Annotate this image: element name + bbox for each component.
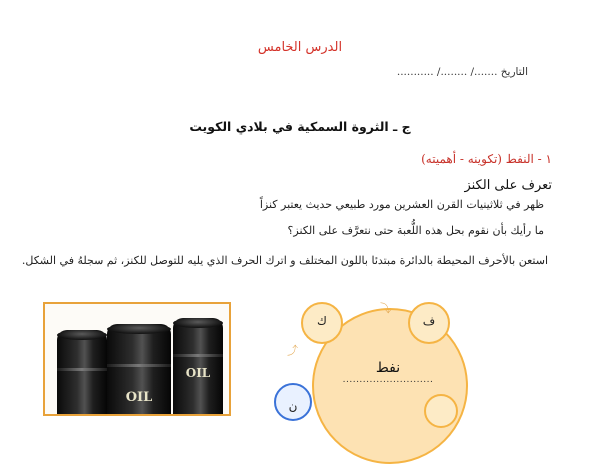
letter: ك bbox=[317, 314, 327, 328]
oil-barrel bbox=[107, 324, 171, 416]
treasure-hint: ظهر في ثلاثينيات القرن العشرين مورد طبيعي حديث يعتبر كنزاً bbox=[259, 198, 544, 211]
barrel-label: OIL bbox=[125, 390, 153, 405]
treasure-question: ما رأيك بأن نقوم بحل هذه اللُّعبة حتى نتعرَّف على الكنز؟ bbox=[287, 224, 544, 237]
curved-arrow-icon: ⤵ bbox=[380, 302, 391, 315]
oil-barrels-photo bbox=[43, 302, 231, 416]
letter-circle-kaf bbox=[301, 302, 343, 344]
center-answer-word: نفط bbox=[375, 360, 401, 376]
letter: ف bbox=[422, 314, 436, 328]
start-letter-circle bbox=[274, 383, 312, 421]
letter-circle-fa bbox=[408, 302, 450, 344]
curved-arrow-icon: ⤴ bbox=[287, 344, 298, 357]
subtopic-heading: ١ - النفط (تكوينه - أهميته) bbox=[421, 152, 552, 166]
date-line: التاريخ ......./ ......../ ........... bbox=[396, 66, 528, 78]
letter: ن bbox=[288, 399, 298, 413]
answer-blank: ........................... bbox=[342, 375, 434, 385]
section-heading: ج ـ الثروة السمكية في بلادي الكويت bbox=[189, 119, 411, 134]
lesson-title: الدرس الخامس bbox=[257, 40, 343, 55]
barrel-label: OIL bbox=[185, 366, 211, 380]
oil-barrel bbox=[173, 318, 223, 416]
oil-barrel bbox=[57, 330, 107, 416]
treasure-intro: تعرف على الكنز bbox=[464, 178, 552, 193]
activity-instruction: استعن بالأحرف المحيطة بالدائرة مبتدئا باللون المختلف و اترك الحرف الذي يليه للتوصل للكنز، ثم سجلهُ في الشكل. bbox=[21, 254, 548, 267]
letter-circle bbox=[424, 394, 458, 428]
